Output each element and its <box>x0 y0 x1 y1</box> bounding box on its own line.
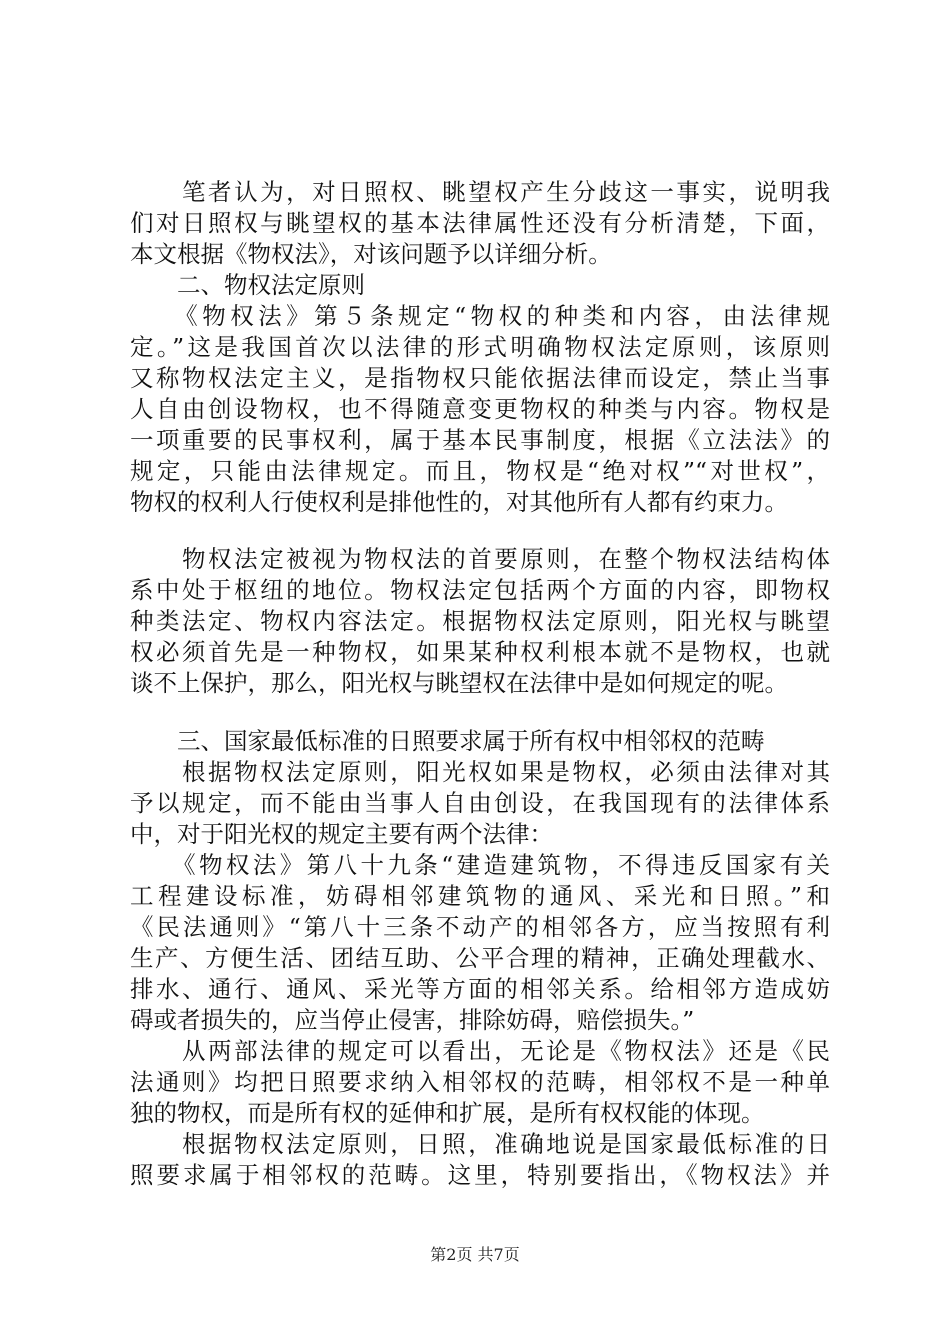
text-line: 从两部法律的规定可以看出，无论是《物权法》还是《民 <box>130 1037 830 1065</box>
text-line: 一项重要的民事权利，属于基本民事制度，根据《立法法》的 <box>130 426 830 454</box>
text-line: 规定，只能由法律规定。而且，物权是“绝对权”“对世权”， <box>130 457 830 485</box>
section-heading: 三、国家最低标准的日照要求属于所有权中相邻权的范畴 <box>130 727 765 755</box>
text-line: 根据物权法定原则，阳光权如果是物权，必须由法律对其 <box>130 758 830 786</box>
section-heading: 二、物权法定原则 <box>130 271 365 299</box>
text-line: 物权的权利人行使权利是排他性的，对其他所有人都有约束力。 <box>130 488 788 516</box>
text-line: 照要求属于相邻权的范畴。这里，特别要指出，《物权法》并 <box>130 1161 830 1189</box>
text-line: 权必须首先是一种物权，如果某种权利根本就不是物权，也就 <box>130 638 830 666</box>
text-line: 独的物权，而是所有权的延伸和扩展，是所有权权能的体现。 <box>130 1099 765 1127</box>
text-line: 定。”这是我国首次以法律的形式明确物权法定原则，该原则 <box>130 333 830 361</box>
text-line: 予以规定，而不能由当事人自由创设，在我国现有的法律体系 <box>130 789 830 817</box>
text-line: 《物权法》第５条规定“物权的种类和内容，由法律规 <box>130 302 830 330</box>
text-line: 中，对于阳光权的规定主要有两个法律： <box>130 820 553 848</box>
text-line: 工程建设标准，妨碍相邻建筑物的通风、采光和日照。”和 <box>130 882 830 910</box>
text-line: 法通则》均把日照要求纳入相邻权的范畴，相邻权不是一种单 <box>130 1068 830 1096</box>
text-line: 根据物权法定原则，日照，准确地说是国家最低标准的日 <box>130 1130 830 1158</box>
text-line: 人自由创设物权，也不得随意变更物权的种类与内容。物权是 <box>130 395 830 423</box>
text-line: 谈不上保护，那么，阳光权与眺望权在法律中是如何规定的呢。 <box>130 669 788 697</box>
text-line: 系中处于枢纽的地位。物权法定包括两个方面的内容，即物权 <box>130 576 830 604</box>
text-line: 碍或者损失的，应当停止侵害，排除妨碍，赔偿损失。” <box>130 1006 695 1034</box>
text-line: 物权法定被视为物权法的首要原则，在整个物权法结构体 <box>130 545 830 573</box>
text-line: 又称物权法定主义，是指物权只能依据法律而设定，禁止当事 <box>130 364 830 392</box>
text-line: 《民法通则》“第八十三条不动产的相邻各方，应当按照有利 <box>130 913 830 941</box>
text-line: 生产、方便生活、团结互助、公平合理的精神，正确处理截水、 <box>130 944 830 972</box>
text-line: 《物权法》第八十九条“建造建筑物，不得违反国家有关 <box>130 851 830 879</box>
text-line: 种类法定、物权内容法定。根据物权法定原则，阳光权与眺望 <box>130 607 830 635</box>
text-line: 排水、通行、通风、采光等方面的相邻关系。给相邻方造成妨 <box>130 975 830 1003</box>
text-line: 笔者认为，对日照权、眺望权产生分歧这一事实，说明我 <box>130 178 830 206</box>
page-number: 第2页 共7页 <box>430 1245 520 1264</box>
text-line: 本文根据《物权法》，对该问题予以详细分析。 <box>130 240 612 268</box>
text-line: 们对日照权与眺望权的基本法律属性还没有分析清楚，下面， <box>130 209 830 237</box>
